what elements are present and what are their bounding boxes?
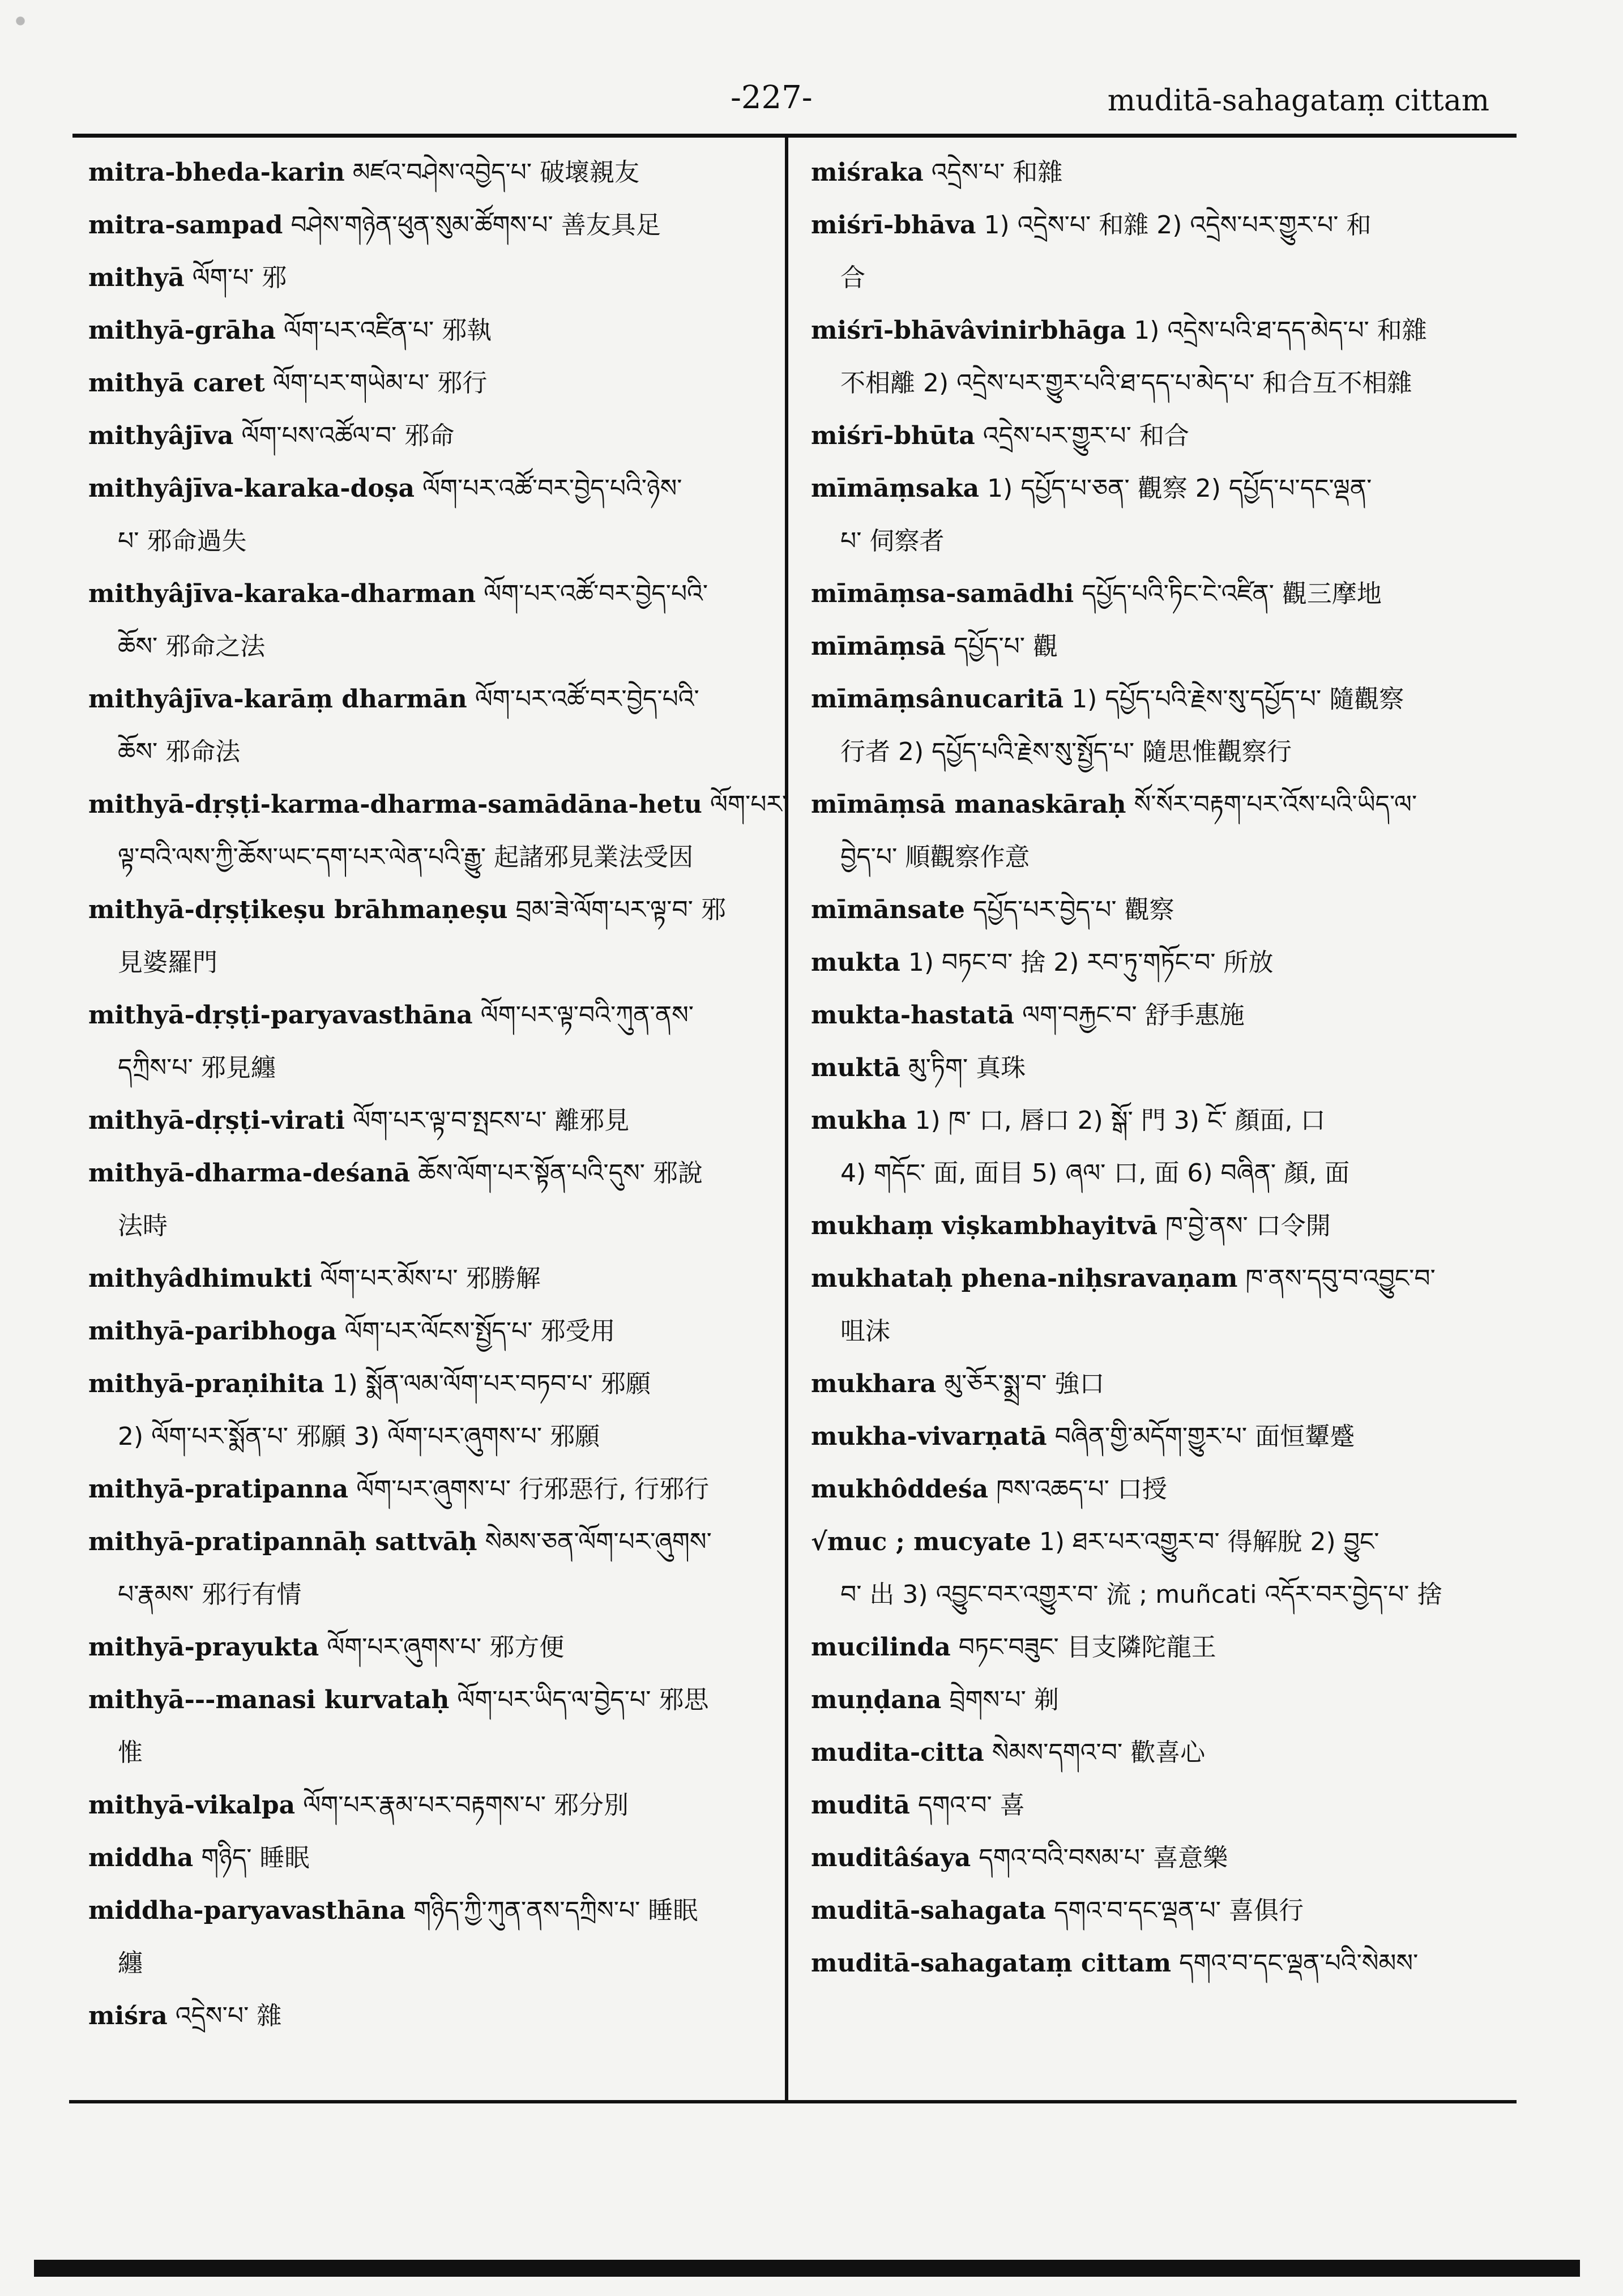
headword: mithyâjīva-karaka-doṣa [88,474,415,503]
headword: muktā [811,1053,900,1082]
tibetan-equivalent: འདྲེས་པ་ [931,158,1005,187]
chinese-equivalent: 邪分別 [554,1791,629,1820]
dictionary-entry [811,1463,1519,1516]
headword: mithyā---manasi kurvataḥ [88,1685,450,1714]
chinese-equivalent: 和合 [1139,421,1189,450]
tibetan-equivalent: ལོག་པར་ཞུགས་པ་ [356,1475,511,1504]
chinese-equivalent: 睡眠 [259,1843,310,1872]
tibetan-equivalent: ལོག་པར་ [710,790,788,819]
tibetan-equivalent: ཁ་ནས་དབུ་བ་འབྱུང་བ་ [1245,1264,1436,1293]
headword: mithyā-pratipanna [88,1475,349,1504]
chinese-equivalent: 邪命 [404,421,455,450]
headword: mitra-sampad [88,211,283,240]
headword: mitra-bheda-karin [88,158,345,187]
chinese-equivalent: 面恒顰蹙 [1255,1422,1355,1451]
tibetan-equivalent: སེམས་ཅན་ལོག་པར་ཞུགས་ [485,1527,712,1556]
entry-continuation [811,831,1519,884]
chinese-equivalent: 邪思 [659,1685,709,1714]
chinese-equivalent: 邪 [701,895,726,924]
tibetan-equivalent: ལོག་པར་ཡིད་ལ་བྱེད་པ་ [457,1685,651,1714]
entry-continuation [88,1410,796,1463]
headword: mukha-vivarṇatā [811,1422,1047,1451]
headword: mīmāṃsaka [811,474,980,503]
dictionary-entry [88,989,796,1094]
dictionary-entry [88,1147,796,1252]
tibetan-equivalent: དགའ་བའི་བསམ་པ་ [979,1843,1146,1872]
chinese-equivalent: 邪勝解 [465,1264,541,1293]
chinese-equivalent: 隨觀察 [1329,685,1404,714]
chinese-equivalent: 和 [1346,211,1372,240]
chinese-equivalent: 和雜 [1377,316,1427,345]
tibetan-equivalent: དགའ་བ་དང་ལྡན་པའི་སེམས་ [1179,1949,1419,1978]
continuation-chinese: 4) གདོང་ 面, 面目 5) ཞལ་ 口, 面 6) བཞིན་ 顏, 面 [840,1159,1350,1188]
page-number: -227- [731,79,813,116]
headword: middha [88,1843,194,1872]
chinese-equivalent: 觀察 [1124,895,1174,924]
chinese-equivalent: 和雜 [1013,158,1063,187]
tibetan-equivalent: ལོག་པར་གཡེམ་པ་ [272,369,430,398]
tibetan-equivalent: 1) སྨོན་ལམ་ལོག་པར་བཏབ་པ་ [332,1369,593,1398]
entry-continuation [811,725,1519,778]
entry-continuation [88,515,796,567]
headword: mithyâjīva-karāṃ dharmān [88,685,467,714]
headword: mukha [811,1106,907,1135]
continuation-tibetan: ཆོས་ [118,737,158,766]
tibetan-equivalent: 1) འདྲེས་པ་ 和雜 2) འདྲེས་པར་གྱུར་པ་ [984,211,1339,240]
dictionary-entry [88,778,796,884]
headword: mithyā-dṛṣṭi-paryavasthāna [88,1001,473,1030]
tibetan-equivalent: ལོག་པར་ཞུགས་པ་ [327,1633,482,1662]
headword: mīmāṃsa-samādhi [811,579,1074,608]
continuation-chinese: 見婆羅門 [118,948,217,977]
tibetan-equivalent: དཔྱོད་པར་བྱེད་པ་ [972,895,1117,924]
headword: mīmāṃsânucaritā [811,685,1064,714]
continuation-tibetan: དཀྲིས་པ་ [118,1053,193,1082]
right-column [811,146,1519,1990]
headword: mukhôddeśa [811,1475,989,1504]
dictionary-entry [88,409,796,462]
chinese-equivalent: 喜俱行 [1229,1896,1304,1925]
headword: mudita-citta [811,1738,984,1767]
headword: mithyâjīva [88,421,234,450]
dictionary-entry [811,1410,1519,1463]
headword: mukhara [811,1369,937,1398]
dictionary-entry [811,146,1519,199]
dictionary-entry [88,199,796,251]
continuation-chinese: 順觀察作意 [905,843,1030,872]
tibetan-equivalent: མུ་ཅོར་སྨྲ་བ་ [944,1369,1047,1398]
tibetan-equivalent: མཛའ་བཤེས་འབྱེད་པ་ [352,158,532,187]
chinese-equivalent: 邪願 [600,1369,651,1398]
tibetan-equivalent: བཞིན་གྱི་མདོག་གྱུར་པ་ [1054,1422,1248,1451]
tibetan-equivalent: 1) ཐར་པར་འགྱུར་བ་ 得解脫 2) བྱུང་ [1039,1527,1379,1556]
dictionary-entry [811,567,1519,620]
headword: mukhataḥ phena-niḥsravaṇam [811,1264,1238,1293]
dictionary-entry [811,199,1519,304]
dictionary-entry [88,1358,796,1463]
chinese-equivalent: 歡喜心 [1130,1738,1206,1767]
headword: muditā-sahagata [811,1896,1047,1925]
headword: miśrī-bhāvâvinirbhāga [811,316,1126,345]
continuation-chinese: 邪見纏 [200,1053,276,1082]
chinese-equivalent: 口令開 [1255,1211,1331,1240]
continuation-chinese: 咀沫 [840,1317,890,1346]
scan-edge-band [34,2260,1580,2277]
entry-continuation [88,620,796,673]
chinese-equivalent: 善友具足 [561,211,661,240]
chinese-equivalent: 睡眠 [648,1896,698,1925]
tibetan-equivalent: སོ་སོར་བརྟག་པར་འོས་པའི་ཡིད་ལ་ [1134,790,1417,819]
headword: miśrī-bhūta [811,421,975,450]
chinese-equivalent: 行邪惡行, 行邪行 [519,1475,710,1504]
dictionary-entry [88,1990,796,2042]
tibetan-equivalent: དགའ་བ་དང་ལྡན་པ་ [1054,1896,1221,1925]
tibetan-equivalent: 1) ཁ་ 口, 唇口 2) སྒོ་ 門 3) ངོ་ 顏面, 口 [915,1106,1326,1135]
entry-continuation [811,515,1519,567]
headword: mithyâdhimukti [88,1264,313,1293]
dictionary-entry [88,673,796,778]
chinese-equivalent: 目支隣陀龍王 [1066,1633,1216,1662]
dictionary-entry [88,1832,796,1884]
dictionary-entry [811,884,1519,936]
continuation-chinese: 行者 2) དཔྱོད་པའི་རྗེས་སུ་སྤྱོད་པ་ 隨思惟觀察行 [840,737,1292,766]
tibetan-equivalent: དཔྱོད་པ་ [954,632,1026,661]
left-column [88,146,796,2042]
tibetan-equivalent: ཁ་བྱེ་ནས་ [1165,1211,1248,1240]
tibetan-equivalent: 1) དཔྱོད་པ་ཅན་ 觀察 2) དཔྱོད་པ་དང་ལྡན་ [987,474,1372,503]
entry-continuation [811,251,1519,304]
chinese-equivalent: 邪行 [437,369,488,398]
headword: mithyā-dṛṣṭi-karma-dharma-samādāna-hetu [88,790,702,819]
headword: √muc ; mucyate [811,1527,1031,1556]
headword: miśrī-bhāva [811,211,976,240]
headword: mithyā-grāha [88,316,276,345]
tibetan-equivalent: དགའ་བ་ [917,1791,992,1820]
dictionary-entry [88,1674,796,1779]
headword: mīmāṃsā [811,632,946,661]
dictionary-entry [88,1305,796,1358]
entry-continuation [88,725,796,778]
headword: mucilinda [811,1633,951,1662]
tibetan-equivalent: ལོག་པར་འཛིན་པ་ [283,316,434,345]
headword: miśraka [811,158,924,187]
headword: mīmānsate [811,895,965,924]
tibetan-equivalent: ལོག་པར་འཚོ་བར་བྱེད་པའི་ཉེས་ [422,474,682,503]
tibetan-equivalent: ཆོས་ལོག་པར་སྟོན་པའི་དུས་ [418,1159,646,1188]
headword: mukhaṃ viṣkambhayitvā [811,1211,1158,1240]
chinese-equivalent: 邪執 [442,316,492,345]
tibetan-equivalent: མུ་ཏིག་ [908,1053,968,1082]
dictionary-entry [811,1832,1519,1884]
continuation-tibetan: ལྟ་བའི་ལས་ཀྱི་ཆོས་ཡང་དག་པར་ལེན་པའི་རྒྱུ་ [118,843,486,872]
entry-continuation [811,357,1519,409]
headword: mīmāṃsā manaskāraḥ [811,790,1126,819]
dictionary-entry [811,1726,1519,1779]
entry-continuation [811,1568,1519,1621]
chinese-equivalent: 觀三摩地 [1282,579,1382,608]
dictionary-entry [811,1937,1519,1990]
headword: muditâśaya [811,1843,971,1872]
tibetan-equivalent: བྲམ་ཟེ་ལོག་པར་ལྟ་བ་ [515,895,693,924]
bottom-rule [69,2100,1517,2103]
tibetan-equivalent: ལག་བརྐྱང་བ་ [1022,1001,1137,1030]
dictionary-entry [88,462,796,567]
headword: muṇḍana [811,1685,942,1714]
chinese-equivalent: 破壞親友 [540,158,640,187]
dictionary-entry [88,1621,796,1674]
tibetan-equivalent: 1) འདྲེས་པའི་ཐ་དད་མེད་པ་ [1134,316,1369,345]
headword: muditā-sahagataṃ cittam [811,1949,1172,1978]
tibetan-equivalent: ལོག་པ་ [192,263,254,292]
continuation-chinese: 邪命之法 [165,632,266,661]
continuation-chinese: 邪命過失 [147,527,247,556]
continuation-tibetan: བྱེད་པ་ [840,843,898,872]
dictionary-entry [811,1200,1519,1252]
dictionary-entry [88,1516,796,1621]
tibetan-equivalent: ལོག་པར་འཚོ་བར་བྱེད་པའི་ [484,579,708,608]
tibetan-equivalent: ལོག་པར་རྣམ་པར་བརྟགས་པ་ [303,1791,546,1820]
tibetan-equivalent: ལོག་པར་མོས་པ་ [320,1264,458,1293]
tibetan-equivalent: སེམས་དགའ་བ་ [992,1738,1123,1767]
chinese-equivalent: 雜 [257,2001,282,2030]
entry-continuation [88,1726,796,1779]
dictionary-entry [811,304,1519,409]
dictionary-entry [811,1621,1519,1674]
continuation-tibetan: 2) ལོག་པར་སྨོན་པ་ 邪願 3) ལོག་པར་ཞུགས་པ་ [118,1422,543,1451]
entry-continuation [811,1147,1519,1200]
dictionary-entry [88,146,796,199]
chinese-equivalent: 邪 [262,263,287,292]
entry-continuation [88,1200,796,1252]
headword: miśra [88,2001,168,2030]
top-rule [72,134,1517,138]
headword: mithyā-prayukta [88,1633,319,1662]
chinese-equivalent: 所放 [1223,948,1274,977]
chinese-equivalent: 邪說 [653,1159,703,1188]
continuation-chinese: 惟 [118,1738,143,1767]
continuation-chinese: 法時 [118,1211,168,1240]
chinese-equivalent: 邪方便 [489,1633,565,1662]
headword: muditā [811,1791,910,1820]
continuation-chinese: 伺察者 [869,527,945,556]
entry-continuation [811,1305,1519,1358]
chinese-equivalent: 喜 [1000,1791,1025,1820]
dictionary-entry [811,936,1519,989]
continuation-chinese: བ་ 出 3) འབྱུང་བར་འགྱུར་བ་ 流 ; muñcati འདོར་བར་བྱེད་པ་ 捨 [840,1580,1442,1609]
entry-continuation [88,1042,796,1094]
continuation-tibetan: ཆོས་ [118,632,158,661]
chinese-equivalent: 喜意樂 [1153,1843,1228,1872]
chinese-equivalent: 真珠 [976,1053,1026,1082]
dictionary-entry [811,462,1519,567]
dictionary-entry [811,1042,1519,1094]
entry-continuation [88,1937,796,1990]
headword: mithyā-dṛṣṭikeṣu brāhmaṇeṣu [88,895,508,924]
tibetan-equivalent: བྲེགས་པ་ [949,1685,1026,1714]
continuation-chinese: 邪願 [550,1422,600,1451]
headword: mithyā-dṛṣṭi-virati [88,1106,345,1135]
dictionary-entry [811,1094,1519,1200]
headword: mithyā caret [88,369,265,398]
continuation-chinese: 邪行有情 [202,1580,302,1609]
headword: mukta-hastatā [811,1001,1015,1030]
continuation-tibetan: པ་ [840,527,862,556]
headword: mithyā-vikalpa [88,1791,296,1820]
dictionary-entry [88,884,796,989]
entry-continuation [88,1568,796,1621]
continuation-chinese: 不相離 2) འདྲེས་པར་གྱུར་པའི་ཐ་དད་པ་མེད་པ་ 和合互不相雜 [840,369,1412,398]
continuation-chinese: 邪命法 [165,737,241,766]
tibetan-equivalent: བཏང་བཟུང་ [958,1633,1059,1662]
tibetan-equivalent: ལོག་པར་ལྟ་བའི་ཀུན་ནས་ [480,1001,694,1030]
tibetan-equivalent: གཉིད་ [201,1843,252,1872]
headword: mithyā-praṇihita [88,1369,324,1398]
dictionary-entry [88,1252,796,1305]
tibetan-equivalent: ཁས་འཆད་པ་ [996,1475,1109,1504]
dictionary-entry [88,1779,796,1832]
dictionary-entry [811,1674,1519,1726]
tibetan-equivalent: ལོག་པར་ལྟ་བ་སྤངས་པ་ [352,1106,547,1135]
continuation-chinese: 合 [840,263,865,292]
dictionary-entry [811,1358,1519,1410]
chinese-equivalent: 邪受用 [540,1317,616,1346]
dictionary-entry [811,989,1519,1042]
chinese-equivalent: 離邪見 [554,1106,630,1135]
dictionary-entry [88,1463,796,1516]
headword: mukta [811,948,900,977]
dictionary-entry [88,304,796,357]
tibetan-equivalent: ལོག་པས་འཚོལ་བ་ [241,421,397,450]
continuation-chinese: 起諸邪見業法受因 [494,843,694,872]
dictionary-entry [811,409,1519,462]
headword: mithyā [88,263,185,292]
headword: mithyā-dharma-deśanā [88,1159,411,1188]
tibetan-equivalent: 1) དཔྱོད་པའི་རྗེས་སུ་དཔྱོད་པ་ [1071,685,1322,714]
dictionary-entry [88,567,796,673]
dictionary-entry [811,1516,1519,1621]
tibetan-equivalent: འདྲེས་པ་ [175,2001,249,2030]
running-head: muditā-sahagataṃ cittam [1107,84,1489,118]
dictionary-entry [88,1094,796,1147]
scan-speck [12,12,28,29]
headword: middha-paryavasthāna [88,1896,406,1925]
continuation-tibetan: པ་ [118,527,139,556]
tibetan-equivalent: 1) བཏང་བ་ 捨 2) རབ་ཏུ་གཏོང་བ་ [908,948,1216,977]
continuation-tibetan: པ་རྣམས་ [118,1580,194,1609]
dictionary-entry [88,357,796,409]
chinese-equivalent: 舒手惠施 [1144,1001,1245,1030]
dictionary-entry [811,1252,1519,1358]
tibetan-equivalent: ལོག་པར་ལོངས་སྤྱོད་པ་ [344,1317,533,1346]
chinese-equivalent: 觀 [1033,632,1058,661]
chinese-equivalent: 口授 [1117,1475,1167,1504]
entry-continuation [88,831,796,884]
tibetan-equivalent: གཉིད་ཀྱི་ཀུན་ནས་དཀྲིས་པ་ [413,1896,640,1925]
chinese-equivalent: 剃 [1033,1685,1059,1714]
entry-continuation [88,936,796,989]
dictionary-entry [811,620,1519,673]
headword: mithyâjīva-karaka-dharman [88,579,476,608]
dictionary-entry [88,1884,796,1990]
continuation-chinese: 纏 [118,1949,143,1978]
headword: mithyā-paribhoga [88,1317,337,1346]
tibetan-equivalent: ལོག་པར་འཚོ་བར་བྱེད་པའི་ [475,685,699,714]
dictionary-entry [811,1884,1519,1937]
chinese-equivalent: 強口 [1054,1369,1105,1398]
dictionary-entry [811,778,1519,884]
dictionary-entry [88,251,796,304]
dictionary-entry [811,1779,1519,1832]
tibetan-equivalent: བཤེས་གཉེན་ཕུན་སུམ་ཚོགས་པ་ [291,211,553,240]
dictionary-entry [811,673,1519,778]
tibetan-equivalent: འདྲེས་པར་གྱུར་པ་ [983,421,1131,450]
tibetan-equivalent: དཔྱོད་པའི་ཏིང་ངེ་འཛིན་ [1082,579,1274,608]
headword: mithyā-pratipannāḥ sattvāḥ [88,1527,477,1556]
